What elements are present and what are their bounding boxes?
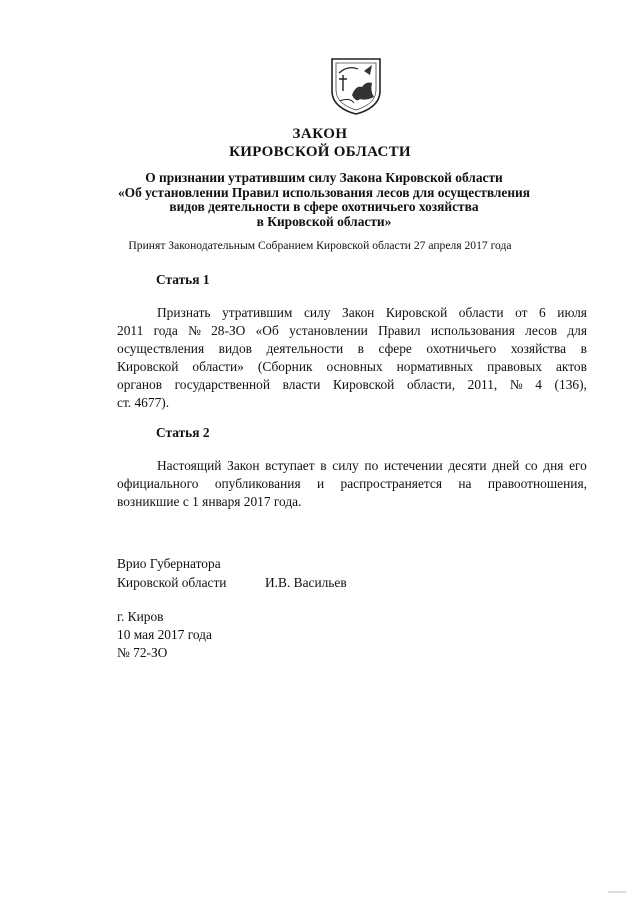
text-line: возникшие с 1 января 2017 года.	[117, 494, 302, 509]
scan-mark	[608, 891, 626, 893]
signatory-region: Кировской области	[117, 575, 227, 590]
text-line: 2011 года № 28-ЗО «Об установлении Правил использования лесов для	[117, 323, 587, 338]
law-title-line: видов деятельности в сфере охотничьего хозяйства	[169, 199, 479, 214]
text-line: осуществления видов деятельности в сфере охотничьего хозяйства в	[117, 341, 587, 356]
issuing-region: КИРОВСКОЙ ОБЛАСТИ	[229, 144, 411, 160]
law-title	[96, 171, 552, 229]
law-title-line: в Кировской области»	[256, 213, 392, 229]
signing-place: г. Киров	[117, 609, 164, 624]
article-1-text	[117, 304, 587, 412]
article-2-text	[117, 457, 587, 511]
signatory-position: Врио Губернатора	[117, 556, 221, 571]
text-line: органов государственной власти Кировской области, 2011, № 4 (136),	[117, 377, 587, 392]
adoption-note: Принят Законодательным Собранием Кировской области 27 апреля 2017 года	[128, 239, 512, 252]
text-line: ст. 4677).	[117, 395, 170, 410]
text-line: Настоящий Закон вступает в силу по истечении десяти дней со дня его	[157, 458, 587, 473]
text-line: Признать утратившим силу Закон Кировской области от 6 июля	[157, 305, 587, 320]
law-title-line: «Об установлении Правил использования лесов для осуществления	[117, 184, 531, 200]
document-type: ЗАКОН	[292, 126, 348, 142]
law-number: № 72-ЗО	[117, 645, 168, 660]
signatory-name: И.В. Васильев	[265, 575, 347, 590]
article-1-heading: Статья 1	[156, 272, 210, 287]
article-2-heading: Статья 2	[156, 425, 210, 440]
coat-of-arms-icon	[330, 57, 382, 115]
text-line: Кировской области» (Сборник основных нормативных правовых актов	[117, 359, 587, 374]
text-line: официального опубликования и распространяется на правоотношения,	[117, 476, 587, 491]
law-title-line: О признании утратившим силу Закона Кировской области	[145, 170, 503, 185]
signing-date: 10 мая 2017 года	[117, 627, 212, 642]
